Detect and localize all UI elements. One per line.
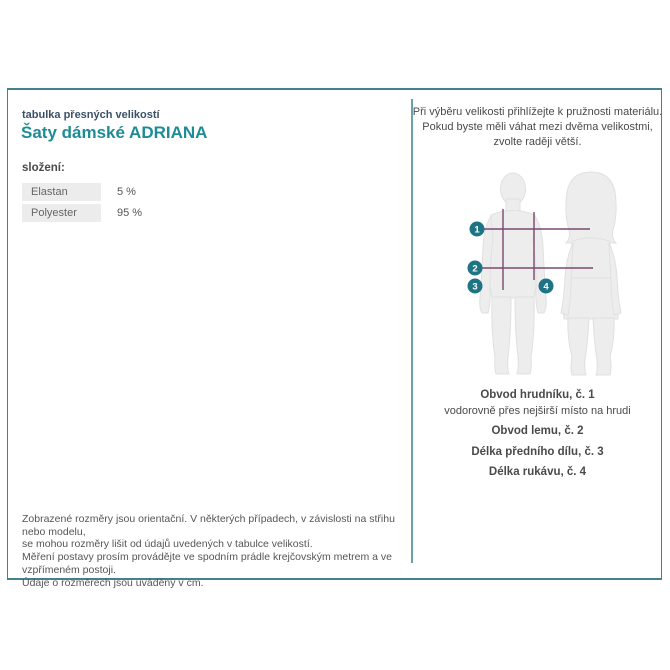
table-row [22, 183, 222, 201]
measurement-label-chest: Obvod hrudníku, č. 1 [480, 389, 595, 401]
svg-text:2: 2 [472, 263, 478, 275]
disclaimer-text [22, 513, 402, 589]
measurement-legend [412, 389, 663, 478]
material-name-cell: Elastan [22, 183, 101, 201]
advice-line: Pokud byste měli váhat mezi dvěma velikostmi, [422, 121, 653, 133]
marker-1 [470, 222, 485, 237]
svg-text:3: 3 [472, 281, 478, 293]
table-subtitle: tabulka přesných velikostí [22, 109, 160, 121]
composition-table [22, 183, 222, 225]
measurement-diagram [456, 167, 670, 382]
disclaimer-line: Zobrazené rozměry jsou orientační. V některých případech, v závislosti na střihu nebo modelu, [22, 513, 395, 538]
material-value-cell: 95 % [117, 207, 143, 219]
measurement-label-hem: Obvod lemu, č. 2 [491, 425, 584, 437]
table-row [22, 204, 222, 222]
product-title: Šaty dámské ADRIANA [21, 123, 208, 142]
advice-line: zvolte raději větší. [493, 136, 582, 148]
measurement-label-front-length: Délka předního dílu, č. 3 [471, 446, 604, 458]
disclaimer-line: se mohou rozměry lišit od údajů uvedených v tabulce velikostí. [22, 538, 313, 551]
marker-4 [539, 279, 554, 294]
silhouette-front [480, 173, 547, 374]
advice-line: Při výběru velikosti přihlížejte k pružnosti materiálu. [412, 106, 663, 118]
marker-2 [468, 261, 483, 276]
disclaimer-line: Měření postavy prosím provádějte ve spodním prádle krejčovským metrem a ve vzpřímeném postoji. [22, 551, 392, 576]
composition-heading: složení: [22, 162, 65, 174]
size-chart-panel [7, 88, 663, 589]
measurement-note-chest: vodorovně přes nejširší místo na hrudi [444, 405, 631, 417]
material-value-cell: 5 % [117, 186, 136, 198]
material-name-cell: Polyester [22, 204, 101, 222]
silhouette-back [561, 172, 621, 375]
svg-text:1: 1 [474, 224, 480, 236]
panel-divider [411, 99, 413, 563]
measurement-label-sleeve: Délka rukávu, č. 4 [488, 466, 587, 478]
svg-text:4: 4 [543, 281, 549, 293]
sizing-advice-text [412, 105, 663, 150]
disclaimer-line: Údaje o rozměrech jsou uváděny v cm. [22, 576, 204, 589]
marker-3 [468, 279, 483, 294]
